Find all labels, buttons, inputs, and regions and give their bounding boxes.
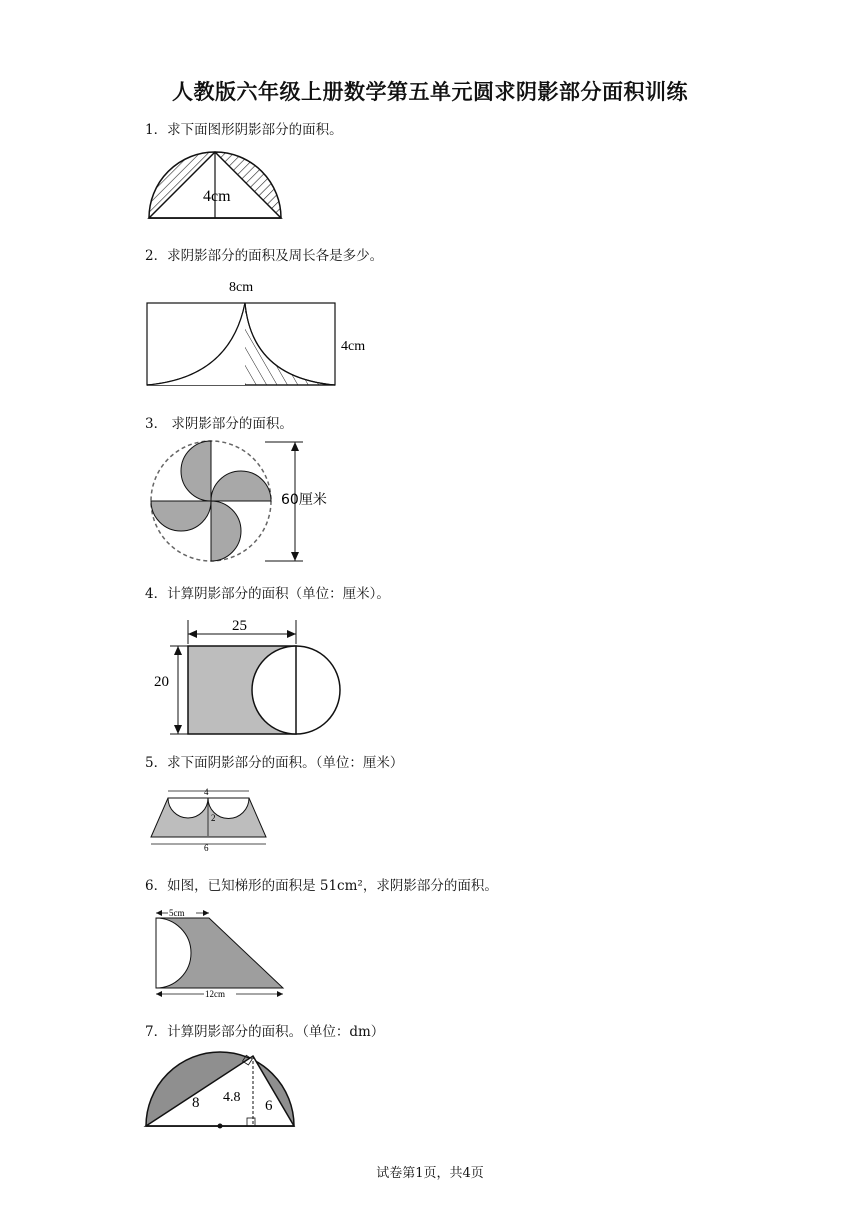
question-5-top-label: 4 xyxy=(204,787,209,797)
question-7-figure xyxy=(143,1048,303,1132)
question-5-figure xyxy=(146,784,276,854)
question-4-figure xyxy=(148,614,358,740)
question-6-bottom-label: 12cm xyxy=(205,989,225,999)
question-2-figure xyxy=(140,274,380,394)
question-1-height-label: 4cm xyxy=(203,188,231,205)
question-2-text: 2．求阴影部分的面积及周长各是多少。 xyxy=(145,248,384,264)
page-title: 人教版六年级上册数学第五单元圆求阴影部分面积训练 xyxy=(172,80,688,104)
question-5-bottom-label: 6 xyxy=(204,843,209,853)
question-5-text: 5．求下面阴影部分的面积。（单位：厘米） xyxy=(145,755,404,771)
question-3-diameter-label: 60厘米 xyxy=(281,492,327,508)
question-3-figure xyxy=(145,438,345,568)
question-7-text: 7．计算阴影部分的面积。（单位：dm） xyxy=(145,1024,385,1040)
question-2-height-label: 4cm xyxy=(341,339,366,354)
question-4-width-label: 25 xyxy=(232,618,247,634)
question-6-top-label: 5cm xyxy=(169,908,185,918)
question-5-height-label: 2 xyxy=(211,813,216,823)
question-4-height-label: 20 xyxy=(154,674,169,690)
question-6-figure xyxy=(150,904,290,1000)
question-4-text: 4．计算阴影部分的面积（单位：厘米）。 xyxy=(145,586,390,602)
question-1-text: 1．求下面图形阴影部分的面积。 xyxy=(145,122,343,138)
question-6-text: 6．如图，已知梯形的面积是 51cm²，求阴影部分的面积。 xyxy=(145,878,498,894)
question-7-height-label: 4.8 xyxy=(223,1090,241,1105)
question-1-figure xyxy=(145,148,285,222)
question-2-width-label: 8cm xyxy=(229,280,254,295)
question-7-leg2-label: 6 xyxy=(265,1098,273,1114)
question-3-text: 3． 求阴影部分的面积。 xyxy=(145,416,293,432)
question-7-leg1-label: 8 xyxy=(192,1095,200,1111)
page-footer: 试卷第1页，共4页 xyxy=(376,1166,484,1181)
